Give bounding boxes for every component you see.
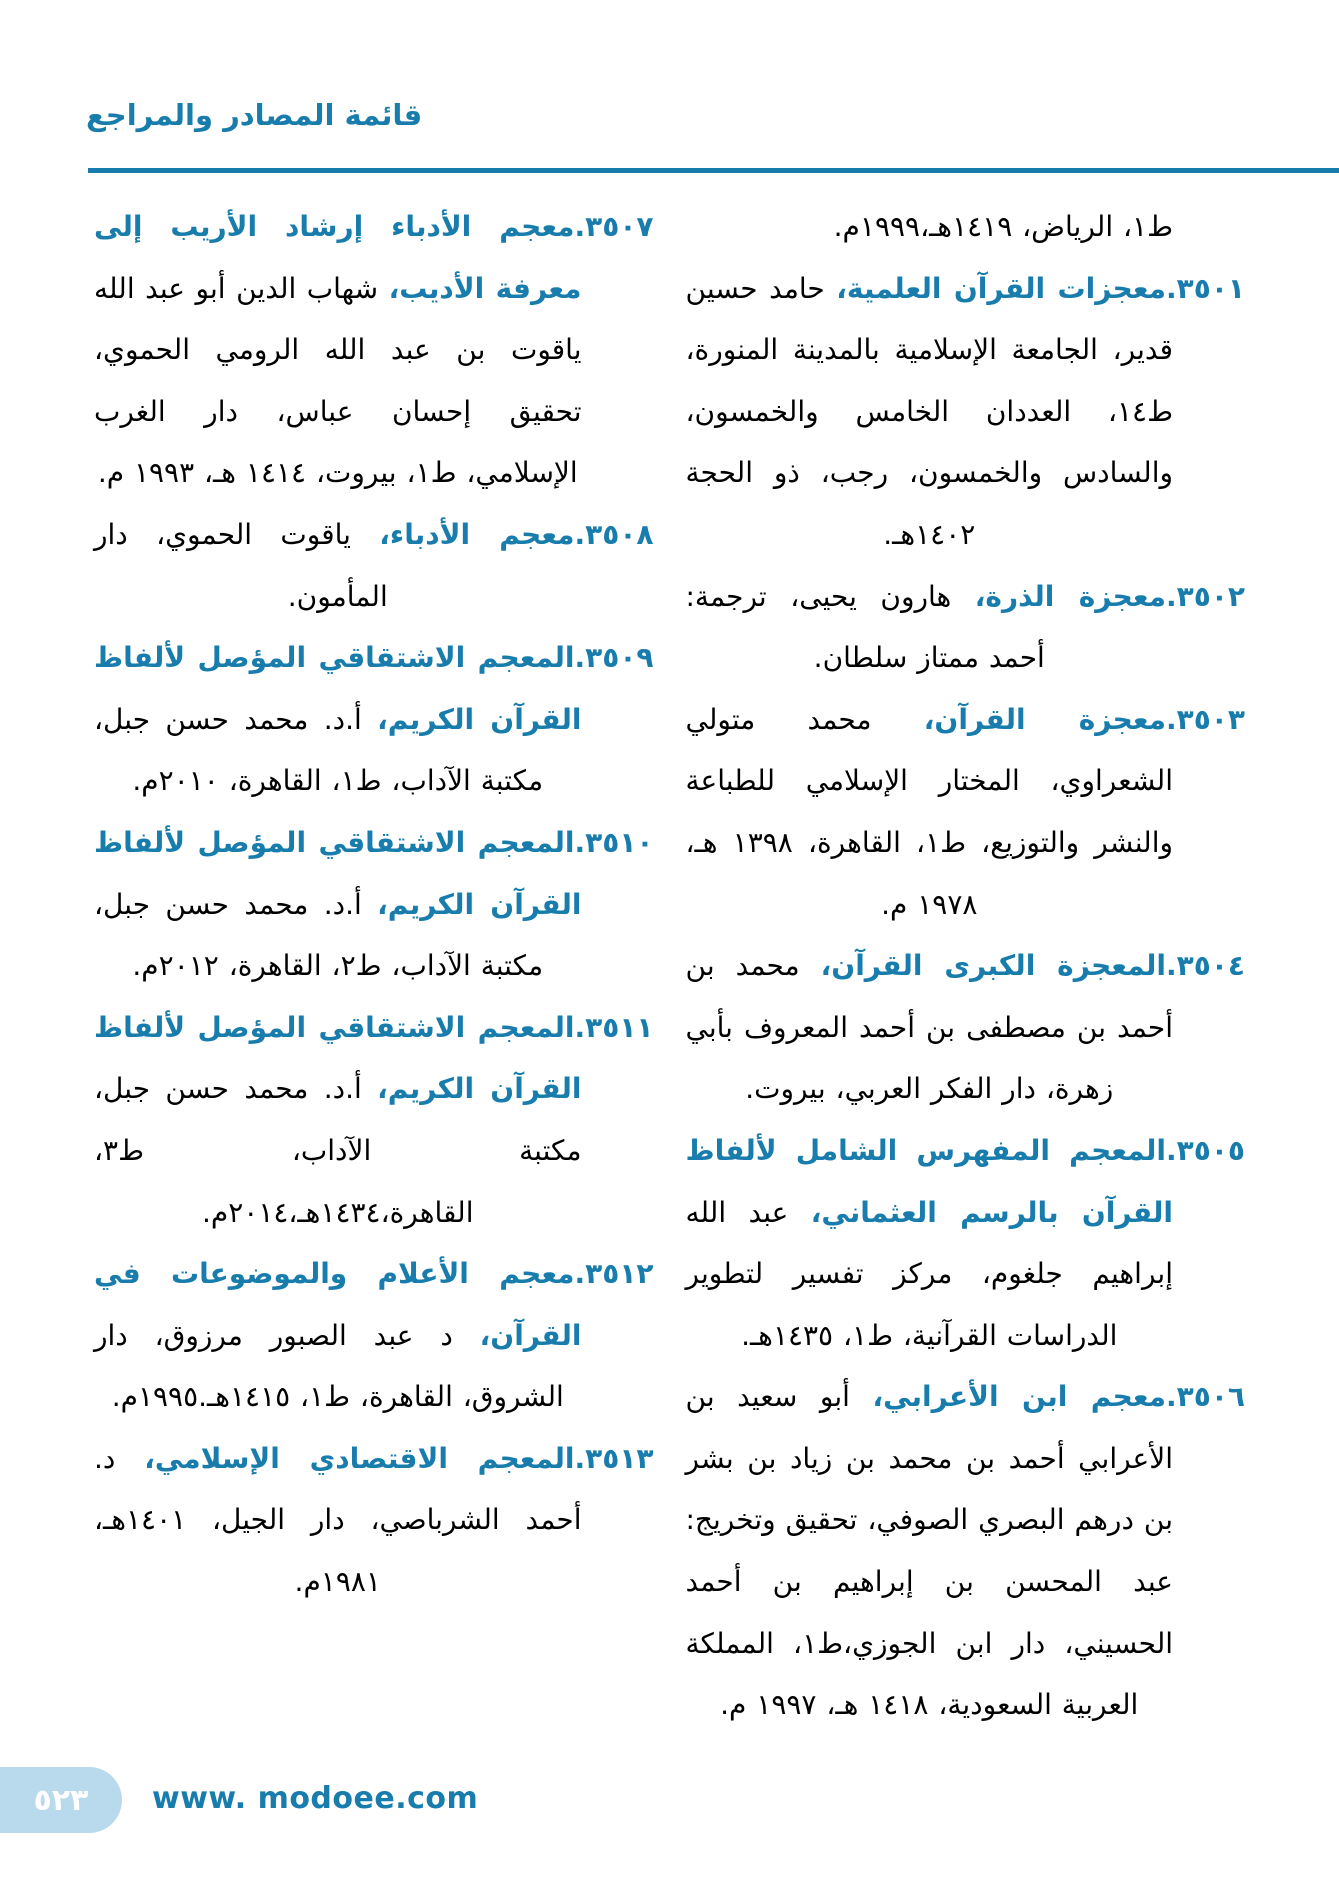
entry-number: ٣٥٠٧. (574, 210, 654, 243)
entry-text: ياقوت الحموي، دار المأمون. (94, 517, 388, 613)
reference-entry (94, 1428, 654, 1613)
entry-title: المعجم الاشتقاقي المؤصل لألفاظ القرآن الكريم، (94, 825, 582, 921)
entry-text: أ.د. محمد حسن جبل، مكتبة الآداب، ط١، القاهرة، ٢٠١٠م. (94, 702, 544, 798)
reference-entry (686, 566, 1246, 689)
entry-number: ٣٥١٠. (574, 825, 654, 859)
entry-text: د. أحمد الشرباصي، دار الجيل، ١٤٠١هـ، ١٩٨١م. (94, 1441, 582, 1599)
website-url: www. modoee.com (152, 1781, 479, 1816)
entry-number: ٣٥١٢. (574, 1257, 654, 1291)
entry-number: ٣٥٠٢. (1166, 579, 1245, 613)
reference-entry (94, 627, 654, 812)
references-column-right (686, 196, 1246, 1736)
entry-title: معجم الأدباء إرشاد الأريب إلى معرفة الأديب، (94, 210, 582, 305)
reference-entry (94, 196, 654, 504)
reference-entry (686, 689, 1246, 935)
reference-entry (686, 258, 1246, 566)
entry-title: معجزة الذرة، (974, 579, 1166, 613)
page-number-pill (0, 1767, 122, 1833)
entry-title: المعجزة الكبرى القرآن، (820, 949, 1166, 983)
entry-text: أ.د. محمد حسن جبل، مكتبة الآداب، ط٢، القاهرة، ٢٠١٢م. (94, 887, 544, 983)
entry-text: ط١، الرياض، ١٤١٩هـ،١٩٩٩م. (833, 210, 1173, 243)
entry-text: محمد بن أحمد بن مصطفى بن أحمد المعروف بأبي زهرة، دار الفكر العربي، بيروت. (685, 949, 1173, 1106)
entry-text: هارون يحيى، ترجمة: أحمد ممتاز سلطان. (685, 579, 1045, 675)
reference-entry (686, 935, 1246, 1120)
reference-entry (94, 504, 654, 627)
entry-title: المعجم الاشتقاقي المؤصل لألفاظ القرآن الكريم، (94, 641, 582, 736)
entry-text: حامد حسين قدير، الجامعة الإسلامية بالمدينة المنورة، ط١٤، العددان الخامس والخمسون، والسادس والخمسون، رجب، ذو الحجة ١٤٠٢هـ. (685, 271, 1173, 551)
entry-title: معجزات القرآن العلمية، (836, 271, 1167, 305)
entry-title: معجم ابن الأعرابي، (872, 1380, 1167, 1414)
entry-text: أبو سعيد بن الأعرابي أحمد بن محمد بن زياد بن بشر بن درهم البصري الصوفي، تحقيق وتخريج: عبد المحسن بن إبراهيم بن أحمد الحسيني، دار ابن الجوزي،ط١، المملكة العربية السعودية، ١٤١٨ هـ، ١٩٩٧ م. (685, 1380, 1173, 1722)
entry-text: د عبد الصبور مرزوق، دار الشروق، القاهرة، ط١، ١٤١٥هـ.١٩٩٥م. (94, 1318, 564, 1414)
reference-entry (94, 812, 654, 997)
header-rule-divider (88, 168, 1339, 173)
entry-title: معجم الأعلام والموضوعات في القرآن، (94, 1257, 582, 1352)
entry-title: المعجم الاشتقاقي المؤصل لألفاظ القرآن الكريم، (94, 1010, 582, 1106)
reference-entry (94, 997, 654, 1243)
entry-number: ٣٥٠٦. (1166, 1380, 1246, 1414)
entry-title: معجم الأدباء، (379, 517, 575, 551)
entry-number: ٣٥١١. (574, 1010, 654, 1044)
entry-text: أ.د. محمد حسن جبل، مكتبة الآداب، ط٣، القاهرة،١٤٣٤هـ،٢٠١٤م. (94, 1072, 582, 1229)
entry-number: ٣٥٠٩. (574, 641, 654, 675)
reference-entry (686, 196, 1246, 258)
entry-text: عبد الله إبراهيم جلغوم، مركز تفسير لتطوير الدراسات القرآنية، ط١، ١٤٣٥هـ. (685, 1195, 1173, 1352)
entry-number: ٣٥٠٤. (1166, 949, 1245, 983)
entry-number: ٣٥٠٣. (1165, 702, 1245, 736)
page-title: قائمة المصادر والمراجع (86, 98, 423, 132)
entry-number: ٣٥٠٥. (1166, 1133, 1245, 1167)
reference-entry (686, 1120, 1246, 1366)
entry-text: محمد متولي الشعراوي، المختار الإسلامي للطباعة والنشر والتوزيع، ط١، القاهرة، ١٣٩٨ هـ، ١٩٧٨ م. (685, 702, 1174, 921)
entry-title: المعجم المفهرس الشامل لألفاظ القرآن بالرسم العثماني، (685, 1133, 1174, 1229)
entry-title: معجزة القرآن، (923, 702, 1166, 736)
page-number: ٥٢٣ (33, 1782, 89, 1818)
references-list (94, 196, 1245, 1736)
reference-entry (94, 1243, 654, 1428)
entry-title: المعجم الاقتصادي الإسلامي، (144, 1441, 575, 1475)
entry-number: ٣٥٠١. (1166, 271, 1246, 305)
reference-entry (686, 1366, 1246, 1736)
entry-number: ٣٥١٣. (574, 1441, 654, 1475)
references-column-left (94, 196, 654, 1736)
entry-number: ٣٥٠٨. (574, 517, 654, 551)
entry-text: شهاب الدين أبو عبد الله ياقوت بن عبد الله الرومي الحموي، تحقيق إحسان عباس، دار الغرب الإسلامي، ط١، بيروت، ١٤١٤ هـ، ١٩٩٣ م. (94, 271, 582, 490)
